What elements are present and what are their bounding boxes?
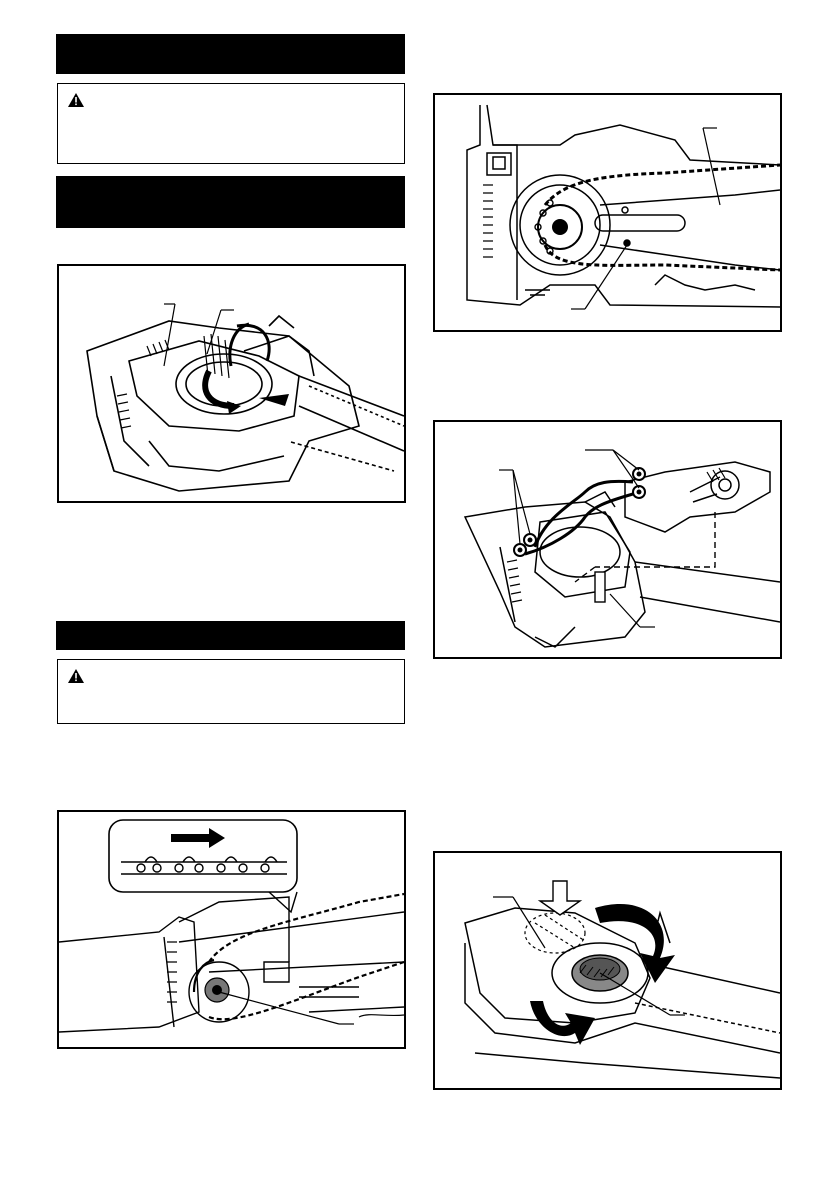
section-heading-bar-3 <box>56 621 405 650</box>
warning-triangle-icon <box>68 669 84 683</box>
callout-leader-1 <box>513 897 545 948</box>
figure-bar-sprocket <box>433 93 782 332</box>
callout-leader-1 <box>703 128 720 205</box>
figure-cover-hooks <box>433 420 782 659</box>
warning-box-1 <box>57 83 405 164</box>
section-heading-bar-1 <box>56 34 405 74</box>
warning-triangle-icon <box>68 93 84 107</box>
warning-box-2 <box>57 659 405 724</box>
figure-cover-knob <box>57 264 406 503</box>
callout-leader-1 <box>613 450 639 470</box>
figure-chain-direction <box>57 810 406 1049</box>
callout-leader-3 <box>610 594 640 627</box>
callout-leader-2 <box>600 973 670 1015</box>
section-heading-bar-2 <box>56 176 405 228</box>
figure-cover-install <box>433 851 782 1090</box>
